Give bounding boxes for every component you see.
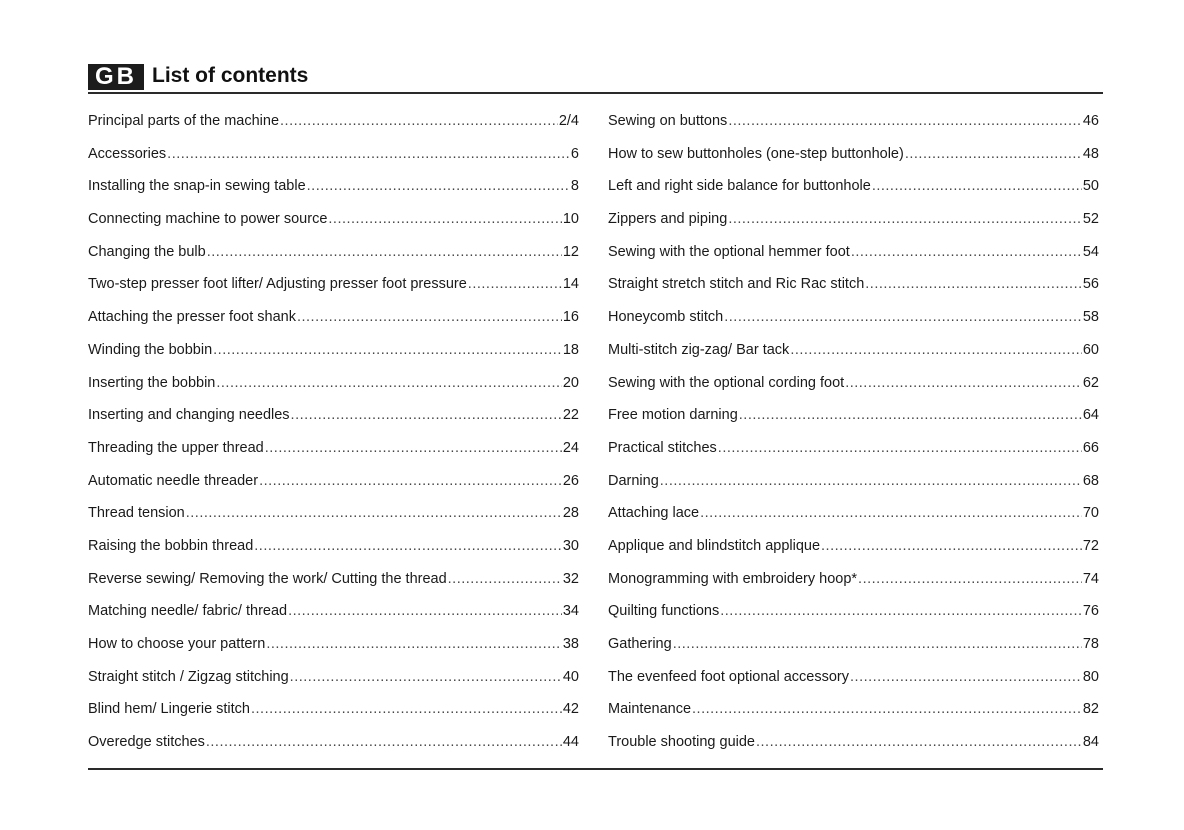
- toc-entry: [608, 473, 1099, 506]
- dot-leader: [280, 113, 558, 129]
- toc-entry: [608, 309, 1099, 342]
- toc-entry: [608, 505, 1099, 538]
- toc-entry-title: Inserting the bobbin: [88, 374, 216, 391]
- toc-entry-title: Straight stretch stitch and Ric Rac stitch: [608, 276, 865, 293]
- toc-entry-page: 6: [570, 145, 579, 162]
- dot-leader: [724, 309, 1082, 325]
- toc-entry-title: Two-step presser foot lifter/ Adjusting presser foot pressure: [88, 276, 467, 293]
- toc-entry: [608, 113, 1099, 146]
- toc-entry-page: 54: [1082, 243, 1099, 260]
- toc-entry-page: 32: [562, 570, 579, 587]
- toc-entry: [608, 440, 1099, 473]
- toc-entry-title: Maintenance: [608, 701, 692, 718]
- toc-entry: [608, 178, 1099, 211]
- toc-entry-page: 34: [562, 603, 579, 620]
- dot-leader: [291, 407, 562, 423]
- toc-entry-title: Matching needle/ fabric/ thread: [88, 603, 288, 620]
- toc-entry-title: Practical stitches: [608, 439, 717, 456]
- dot-leader: [328, 211, 561, 227]
- toc-entry-page: 70: [1082, 505, 1099, 522]
- toc-entry-page: 2/4: [558, 113, 579, 129]
- toc-entry-title: Zippers and piping: [608, 211, 728, 228]
- toc-entry: [88, 571, 579, 604]
- toc-entry-page: 50: [1082, 178, 1099, 195]
- toc-entry: [88, 276, 579, 309]
- toc-entry: [88, 701, 579, 734]
- toc-entry-title: Changing the bulb: [88, 243, 206, 260]
- toc-entry: [608, 603, 1099, 636]
- toc-entry: [88, 669, 579, 702]
- toc-entry: [608, 538, 1099, 571]
- toc-entry-title: Winding the bobbin: [88, 341, 213, 358]
- toc-entry-title: Inserting and changing needles: [88, 407, 290, 424]
- toc-entry-title: Straight stitch / Zigzag stitching: [88, 668, 289, 685]
- toc-entry-title: Applique and blindstitch applique: [608, 537, 821, 554]
- toc-left-column: [88, 113, 579, 767]
- page-title: List of contents: [152, 64, 309, 87]
- toc-entry-page: 16: [562, 309, 579, 326]
- toc-entry-page: 38: [562, 636, 579, 652]
- dot-leader: [290, 669, 562, 685]
- toc-entry-page: 56: [1082, 276, 1099, 293]
- dot-leader: [288, 603, 562, 619]
- toc-entry-title: How to choose your pattern: [88, 636, 266, 652]
- toc-entry-title: How to sew buttonholes (one-step buttonhole): [608, 145, 904, 162]
- dot-leader: [265, 440, 562, 456]
- toc-entry-title: Gathering: [608, 636, 672, 652]
- toc-entry-page: 40: [562, 668, 579, 685]
- toc-entry-page: 24: [562, 439, 579, 456]
- dot-leader: [865, 276, 1082, 292]
- toc-entry-title: Multi-stitch zig-zag/ Bar tack: [608, 341, 790, 358]
- dot-leader: [207, 244, 562, 260]
- toc-entry: [608, 407, 1099, 440]
- page-header: [88, 60, 1103, 94]
- toc-entry-title: Principal parts of the machine: [88, 113, 280, 129]
- toc-entry: [88, 603, 579, 636]
- toc-entry-title: Reverse sewing/ Removing the work/ Cutting the thread: [88, 570, 447, 587]
- toc-entry: [608, 636, 1099, 669]
- dot-leader: [468, 276, 562, 292]
- toc-entry: [88, 178, 579, 211]
- toc-entry: [88, 113, 579, 146]
- toc-entry-title: Raising the bobbin thread: [88, 537, 254, 554]
- toc-entry: [608, 146, 1099, 179]
- toc-entry-title: Honeycomb stitch: [608, 309, 724, 326]
- toc-entry-title: Connecting machine to power source: [88, 211, 328, 228]
- toc-entry-title: Darning: [608, 472, 659, 489]
- toc-entry: [608, 342, 1099, 375]
- toc-entry: [608, 276, 1099, 309]
- toc-entry-title: Attaching lace: [608, 505, 700, 522]
- dot-leader: [297, 309, 562, 325]
- toc-entry-page: 10: [562, 211, 579, 228]
- toc-entry-title: Free motion darning: [608, 407, 738, 424]
- toc-entry-title: Thread tension: [88, 505, 185, 522]
- toc-entry-page: 46: [1082, 113, 1099, 129]
- dot-leader: [167, 146, 570, 162]
- toc-entry-page: 72: [1082, 537, 1099, 554]
- toc-entry: [88, 211, 579, 244]
- toc-entry-title: Monogramming with embroidery hoop*: [608, 570, 858, 587]
- toc-entry-page: 74: [1082, 570, 1099, 587]
- toc-entry-page: 8: [570, 178, 579, 195]
- toc-entry-page: 82: [1082, 701, 1099, 718]
- toc-entry-page: 60: [1082, 341, 1099, 358]
- toc-entry-title: Sewing with the optional cording foot: [608, 374, 845, 391]
- dot-leader: [728, 113, 1082, 129]
- toc-entry-title: Left and right side balance for buttonhole: [608, 178, 871, 195]
- toc-entry-title: Blind hem/ Lingerie stitch: [88, 701, 250, 718]
- dot-leader: [728, 211, 1082, 227]
- toc-entry: [608, 571, 1099, 604]
- dot-leader: [905, 146, 1082, 162]
- toc-entry: [88, 440, 579, 473]
- dot-leader: [254, 538, 562, 554]
- toc-entry: [88, 473, 579, 506]
- dot-leader: [186, 505, 562, 521]
- toc-entry-page: 58: [1082, 309, 1099, 326]
- dot-leader: [858, 571, 1082, 587]
- toc-entry-page: 26: [562, 472, 579, 489]
- toc-entry: [88, 505, 579, 538]
- toc-entry: [608, 211, 1099, 244]
- dot-leader: [448, 571, 562, 587]
- toc-entry-title: The evenfeed foot optional accessory: [608, 668, 850, 685]
- toc-entry-page: 44: [562, 734, 579, 751]
- dot-leader: [850, 669, 1082, 685]
- toc-entry: [88, 146, 579, 179]
- language-badge: GB: [88, 64, 144, 90]
- toc-entry-page: 62: [1082, 374, 1099, 391]
- toc-entry-page: 12: [562, 243, 579, 260]
- dot-leader: [251, 701, 562, 717]
- toc-entry-title: Accessories: [88, 145, 167, 162]
- toc-entry: [608, 244, 1099, 277]
- toc-entry: [88, 342, 579, 375]
- dot-leader: [821, 538, 1082, 554]
- toc-entry-title: Overedge stitches: [88, 734, 205, 751]
- toc-entry: [88, 375, 579, 408]
- toc-entry-title: Sewing on buttons: [608, 113, 728, 129]
- dot-leader: [673, 636, 1082, 652]
- toc-entry-page: 84: [1082, 734, 1099, 751]
- dot-leader: [206, 734, 562, 750]
- toc-entry-page: 76: [1082, 603, 1099, 620]
- toc-entry: [608, 701, 1099, 734]
- toc-entry: [88, 636, 579, 669]
- dot-leader: [790, 342, 1082, 358]
- toc-entry-page: 30: [562, 537, 579, 554]
- dot-leader: [718, 440, 1082, 456]
- dot-leader: [660, 473, 1082, 489]
- toc-entry: [608, 734, 1099, 767]
- toc-entry-page: 68: [1082, 472, 1099, 489]
- dot-leader: [739, 407, 1082, 423]
- toc-entry-title: Automatic needle threader: [88, 472, 259, 489]
- dot-leader: [213, 342, 562, 358]
- toc-entry: [88, 309, 579, 342]
- toc-entry: [88, 407, 579, 440]
- toc-entry-page: 80: [1082, 668, 1099, 685]
- footer-rule: [88, 768, 1103, 770]
- toc-entry-page: 22: [562, 407, 579, 424]
- toc-entry: [88, 734, 579, 767]
- toc-entry-page: 14: [562, 276, 579, 293]
- toc-entry: [608, 669, 1099, 702]
- toc-entry: [608, 375, 1099, 408]
- toc-entry: [88, 538, 579, 571]
- dot-leader: [872, 178, 1082, 194]
- toc-entry-page: 18: [562, 341, 579, 358]
- dot-leader: [720, 603, 1082, 619]
- toc-entry-title: Attaching the presser foot shank: [88, 309, 296, 326]
- toc-entry-title: Quilting functions: [608, 603, 720, 620]
- toc-entry-page: 48: [1082, 145, 1099, 162]
- toc-entry-title: Trouble shooting guide: [608, 734, 755, 751]
- toc-entry-page: 78: [1082, 636, 1099, 652]
- toc-right-column: [608, 113, 1099, 767]
- dot-leader: [851, 244, 1082, 260]
- dot-leader: [692, 701, 1082, 717]
- dot-leader: [266, 636, 562, 652]
- toc-entry-title: Installing the snap-in sewing table: [88, 178, 306, 195]
- toc-entry-title: Threading the upper thread: [88, 439, 264, 456]
- toc-entry-page: 20: [562, 374, 579, 391]
- toc-entry: [88, 244, 579, 277]
- toc-entry-title: Sewing with the optional hemmer foot: [608, 243, 850, 260]
- dot-leader: [259, 473, 562, 489]
- dot-leader: [756, 734, 1082, 750]
- toc-entry-page: 66: [1082, 439, 1099, 456]
- toc-entry-page: 28: [562, 505, 579, 522]
- dot-leader: [307, 178, 570, 194]
- dot-leader: [216, 375, 561, 391]
- toc-entry-page: 42: [562, 701, 579, 718]
- toc-entry-page: 52: [1082, 211, 1099, 228]
- dot-leader: [845, 375, 1082, 391]
- dot-leader: [700, 505, 1082, 521]
- toc-entry-page: 64: [1082, 407, 1099, 424]
